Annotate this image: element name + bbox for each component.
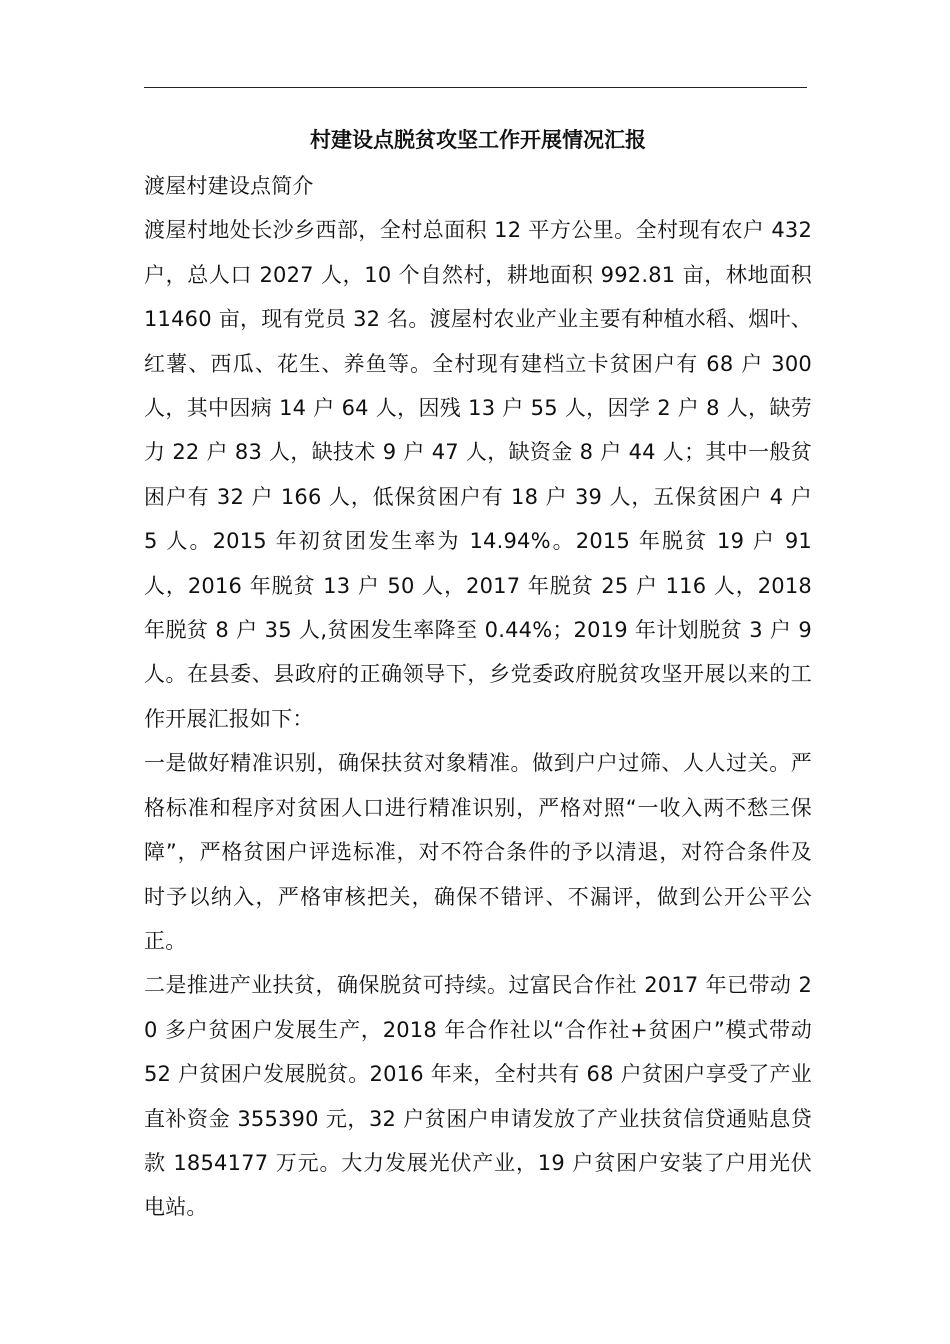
paragraph-precise-identification: 一是做好精准识别，确保扶贫对象精准。做到户户过筛、人人过关。严格标准和程序对贫困人口进行精准识别，严格对照“一收入两不愁三保障”，严格贫困户评选标准，对不符合条件的予以清退，对符合条件及时予以纳入，严格审核把关，确保不错评、不漏评，做到公开公平公正。 [144,751,812,953]
section-heading-intro: 渡屋村建设点简介 [144,174,314,198]
header-rule [144,87,807,88]
paragraph-village-overview: 渡屋村地处长沙乡西部，全村总面积 12 平方公里。全村现有农户 432 户，总人口 2027 人，10 个自然村，耕地面积 992.81 亩，林地面积 11460 亩，现有党员 32 名。渡屋村农业产业主要有种植水稻、烟叶、红薯、西瓜、花生、养鱼等。全村现有建档立卡贫困户有 68 户 300 人，其中因病 14 户 64 人，因残 13 户 55 人，因学 2 户 8 人，缺劳力 22 户 83 人，缺技术 9 户 47 人，缺资金 8 户 44 人；其中一般贫困户有 32 户 166 人，低保贫困户有 18 户 39 人，五保贫困户 4 户 5 人。2015 年初贫团发生率为 14.94%。2015 年脱贫 19 户 91 人，2016 年脱贫 13 户 50 人，2017 年脱贫 25 户 116 人，2018 年脱贫 8 户 35 人,贫困发生率降至 0.44%；2019 年计划脱贫 3 户 9 人。在县委、县政府的正确领导下，乡党委政府脱贫攻坚开展以来的工作开展汇报如下： [144,218,812,731]
document-body [144,118,812,1230]
document-title: 村建设点脱贫攻坚工作开展情况汇报 [310,128,646,152]
paragraph-industry-poverty-alleviation: 二是推进产业扶贫，确保脱贫可持续。过富民合作社 2017 年已带动 20 多户贫困户发展生产，2018 年合作社以“合作社+贫困户”模式带动 52 户贫困户发展脱贫。2016 年来，全村共有 68 户贫困户享受了产业直补资金 355390 元，32 户贫困户申请发放了产业扶贫信贷通贴息贷款 1854177 万元。大力发展光伏产业，19 户贫困户安装了户用光伏电站。 [144,973,812,1220]
